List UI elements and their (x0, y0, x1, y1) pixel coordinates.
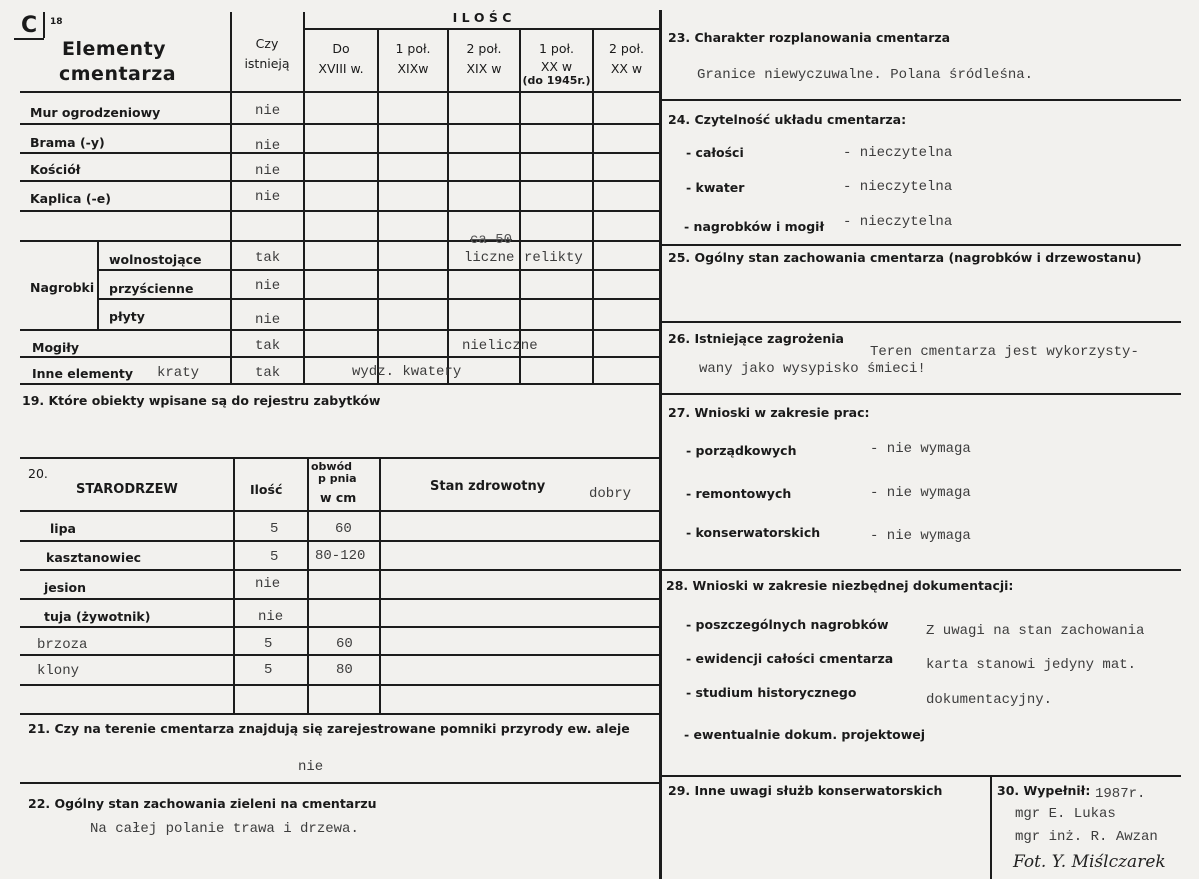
row-church-exists: nie (255, 163, 281, 179)
q21-answer: nie (298, 759, 324, 775)
grid-line (20, 598, 660, 600)
grid-line (20, 210, 660, 212)
row-label-chapel: Kaplica (-e) (30, 191, 111, 206)
col-exists-line1: Czy (255, 36, 279, 51)
grid-line (20, 684, 660, 686)
tree-row-count: nie (255, 576, 281, 592)
tree-row-name: tuja (żywotnik) (44, 609, 151, 624)
period-2-line2: XIXw (397, 61, 429, 76)
q26-answer-line2: wany jako wysypisko śmieci! (699, 361, 926, 377)
tree-row-count: nie (258, 609, 284, 625)
grid-line (233, 457, 235, 713)
q24-item-label: - nagrobków i mogił (684, 219, 825, 234)
q28-label: 28. Wnioski w zakresie niezbędnej dokumentacji: (666, 578, 1014, 593)
row-label-graves: Mogiły (32, 340, 80, 355)
tree-row-name: kasztanowiec (46, 550, 142, 565)
row-graves-exists: tak (255, 338, 281, 354)
tree-row-count: 5 (264, 662, 273, 678)
q24-item-label: - całości (686, 145, 744, 160)
grid-line (97, 269, 660, 271)
q30-label: 30. Wypełnił: (997, 783, 1091, 798)
grid-line (660, 99, 1181, 101)
q28-answer-line3: dokumentacyjny. (926, 692, 1053, 708)
photographer-signature: Fot. Y. Miślczarek (1013, 852, 1166, 872)
grid-line (20, 782, 660, 784)
row-wall-mounted-exists: nie (255, 278, 281, 294)
q22-label: 22. Ogólny stan zachowania zieleni na cmentarzu (28, 796, 377, 811)
period-4-line1: 1 poł. (538, 41, 575, 56)
q20-number: 20. (28, 466, 48, 481)
tree-row-name: lipa (50, 521, 76, 536)
grid-line (20, 329, 660, 331)
category-letter: C (21, 13, 38, 38)
q30-person2: mgr inż. R. Awzan (1015, 829, 1158, 845)
q23-answer: Granice niewyczuwalne. Polana śródleśna. (697, 67, 1034, 83)
q20-col-count: Ilość (250, 482, 283, 497)
row-chapel-exists: nie (255, 189, 281, 205)
tree-row-circ: 80-120 (315, 548, 366, 564)
q26-answer-line1: Teren cmentarza jest wykorzysty- (870, 344, 1139, 360)
q27-item-label: - remontowych (686, 486, 792, 501)
grid-line (20, 569, 660, 571)
row-other-typed: kraty (157, 365, 200, 381)
row-label-wall: Mur ogrodzeniowy (30, 105, 161, 120)
q30-person1: mgr E. Lukas (1015, 806, 1116, 822)
grid-line (307, 457, 309, 713)
tree-row-name: klony (37, 663, 80, 679)
row-label-wall-mounted: przyścienne (109, 281, 194, 296)
tree-row-circ: 80 (336, 662, 353, 678)
q19-label: 19. Które obiekty wpisane są do rejestru zabytków (22, 393, 381, 408)
elements-title-line2: cmentarza (59, 63, 177, 85)
row-label-slabs: płyty (109, 309, 145, 324)
period-2-line1: 1 poł. (395, 41, 431, 56)
row-freestanding-p4: relikty (524, 250, 583, 266)
grid-line (990, 775, 992, 879)
period-1-line1: Do (332, 41, 350, 56)
quantity-header: I L O Ś C (452, 10, 512, 25)
q20-col-health: Stan zdrowotny (430, 479, 546, 494)
q20-col-circ-1: obwód (311, 460, 353, 473)
q28-item: - poszczególnych nagrobków (686, 617, 889, 632)
q24-item-value: - nieczytelna (843, 214, 953, 230)
grid-line (660, 775, 1181, 777)
row-graves-p3: nieliczne (462, 338, 538, 354)
row-slabs-exists: nie (255, 312, 281, 328)
grid-line (660, 321, 1181, 323)
grid-line (660, 393, 1181, 395)
grid-line (20, 356, 660, 358)
q25-label: 25. Ogólny stan zachowania cmentarza (nagrobków i drzewostanu) (668, 250, 1142, 265)
grid-line (20, 457, 660, 459)
q22-answer: Na całej polanie trawa i drzewa. (90, 821, 359, 837)
q27-label: 27. Wnioski w zakresie prac: (668, 405, 870, 420)
grid-line (20, 240, 660, 242)
q28-answer-line2: karta stanowi jedyny mat. (926, 657, 1137, 673)
row-other-note: wydz. kwatery (352, 364, 462, 380)
row-other-exists: tak (255, 365, 281, 381)
q24-label: 24. Czytelność układu cmentarza: (668, 112, 907, 127)
q24-item-value: - nieczytelna (843, 145, 953, 161)
q20-health-value: dobry (589, 486, 632, 502)
row-label-church: Kościół (30, 162, 81, 177)
row-label-other: Inne elementy (32, 366, 134, 381)
q28-answer-line1: Z uwagi na stan zachowania (926, 623, 1145, 639)
grid-line (20, 152, 660, 154)
q23-label: 23. Charakter rozplanowania cmentarza (668, 30, 951, 45)
grid-line (379, 457, 381, 713)
q20-col-name: STARODRZEW (76, 482, 178, 497)
row-label-gravestones: Nagrobki (30, 280, 95, 295)
grid-line (20, 540, 660, 542)
tree-row-circ: 60 (336, 636, 353, 652)
q24-item-label: - kwater (686, 180, 745, 195)
row-freestanding-exists: tak (255, 250, 281, 266)
q27-item-label: - konserwatorskich (686, 525, 821, 540)
tree-row-count: 5 (270, 521, 279, 537)
q30-year: 1987r. (1095, 786, 1146, 802)
elements-title-line1: Elementy (62, 38, 167, 60)
row-freestanding-p3: liczne (464, 250, 515, 266)
row-label-gate: Brama (-y) (30, 135, 105, 150)
grid-line (97, 298, 660, 300)
grid-line (20, 626, 660, 628)
grid-line (97, 240, 99, 330)
row-wall-exists: nie (255, 103, 281, 119)
period-5-line1: 2 poł. (608, 41, 645, 56)
q27-item-value: - nie wymaga (870, 528, 971, 544)
q28-item: - ewentualnie dokum. projektowej (684, 727, 926, 742)
tree-row-count: 5 (264, 636, 273, 652)
period-1-line2: XVIII w. (318, 61, 364, 76)
tree-row-circ: 60 (335, 521, 352, 537)
grid-line (20, 383, 660, 385)
grid-line (14, 38, 44, 40)
row-label-freestanding: wolnostojące (109, 252, 202, 267)
category-number: 18 (50, 17, 63, 27)
q28-item: - studium historycznego (686, 685, 857, 700)
grid-line (660, 244, 1181, 246)
q27-item-value: - nie wymaga (870, 441, 971, 457)
row-freestanding-crossed-note: ca 50 (470, 232, 513, 248)
grid-line (20, 180, 660, 182)
grid-line (303, 28, 660, 30)
q20-col-circ-3: w cm (320, 490, 357, 505)
period-4-line2: XX w (540, 59, 573, 74)
q21-label: 21. Czy na terenie cmentarza znajdują się zarejestrowane pomniki przyrody ew. aleje (28, 721, 630, 736)
center-divider (659, 10, 662, 879)
q26-label: 26. Istniejące zagrożenia (668, 331, 844, 346)
q27-item-label: - porządkowych (686, 443, 797, 458)
q24-item-value: - nieczytelna (843, 179, 953, 195)
period-5-line2: XX w (610, 61, 643, 76)
tree-row-count: 5 (270, 549, 279, 565)
period-3-line2: XIX w (466, 61, 502, 76)
grid-line (20, 713, 660, 715)
grid-line (20, 510, 660, 512)
tree-row-name: jesion (44, 580, 86, 595)
row-gate-exists: nie (255, 138, 281, 154)
grid-line (20, 91, 660, 93)
grid-line (43, 12, 45, 38)
q20-col-circ-2: p pnia (318, 472, 357, 485)
grid-line (20, 123, 660, 125)
grid-line (20, 654, 660, 656)
q27-item-value: - nie wymaga (870, 485, 971, 501)
period-4-line3: (do 1945r.) (522, 74, 591, 87)
q29-label: 29. Inne uwagi służb konserwatorskich (668, 783, 943, 798)
col-exists-line2: istnieją (244, 56, 290, 71)
period-3-line1: 2 poł. (466, 41, 502, 56)
q28-item: - ewidencji całości cmentarza (686, 651, 894, 666)
tree-row-name: brzoza (37, 637, 88, 653)
grid-line (660, 569, 1181, 571)
